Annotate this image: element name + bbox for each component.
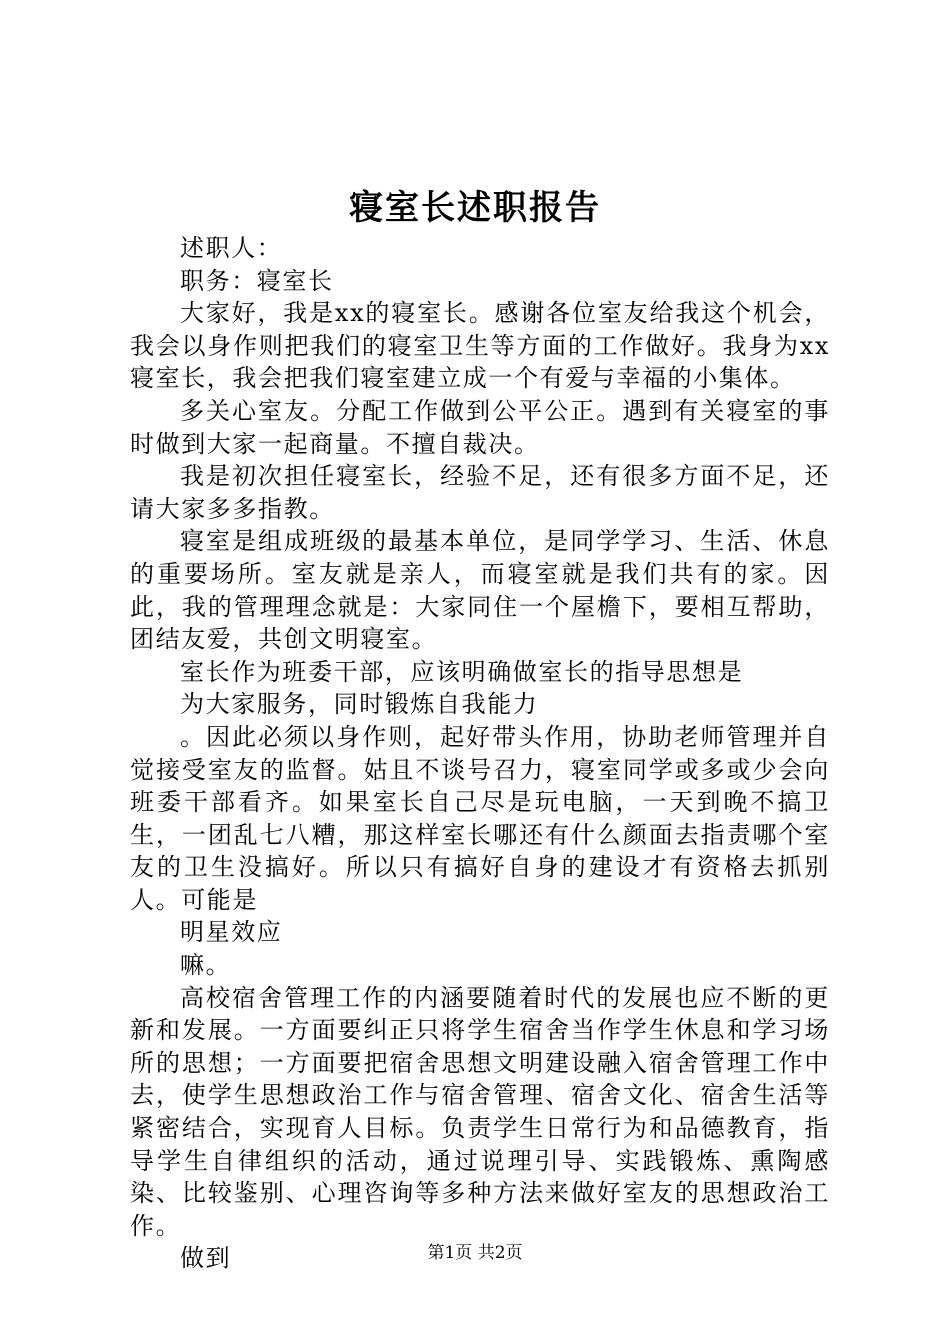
paragraph-particle: 嘛。	[180, 951, 232, 980]
document-title: 寝室长述职报告	[349, 188, 601, 228]
paragraph-management: 高校宿舍管理工作的内涵要随着时代的发展也应不断的更新和发展。一方面要纠正只将学生宿舍当作学生休息和学习场所的思想；一方面要把宿舍思想文明建设融入宿舍管理工作中去，使学生思想政治工作与宿舍管理、宿舍文化、宿舍生活等紧密结合，实现育人目标。负责学生日常行为和品德教育，指导学生自律组织的活动，通过说理引导、实践锻炼、熏陶感染、比较鉴别、心理咨询等多种方法来做好室友的思想政治工作。	[130, 983, 830, 1240]
paragraph-guiding-idea: 室长作为班委干部，应该明确做室长的指导思想是	[180, 657, 744, 686]
paragraph-star-effect: 明星效应	[180, 918, 283, 947]
paragraph-author: 述职人：	[180, 234, 283, 262]
paragraph-greeting: 大家好，我是xx的寝室长。感谢各位室友给我这个机会，我会以身作则把我们的寝室卫生等方面的工作做好。我身为xx寝室长，我会把我们寝室建立成一个有爱与幸福的小集体。	[130, 299, 830, 393]
document-body	[130, 232, 830, 1275]
paragraph-first-time: 我是初次担任寝室长，经验不足，还有很多方面不足，还请大家多多指教。	[130, 462, 830, 523]
paragraph-position: 职务：寝室长	[180, 266, 334, 295]
page-footer: 第1页 共2页	[427, 1243, 523, 1263]
paragraph-care: 多关心室友。分配工作做到公平公正。遇到有关寝室的事时做到大家一起商量。不擅自裁决。	[130, 396, 830, 458]
paragraph-dorm-unit: 寝室是组成班级的最基本单位，是同学学习、生活、休息的重要场所。室友就是亲人，而寝室就是我们共有的家。因此，我的管理理念就是：大家同住一个屋檐下，要相互帮助，团结友爱，共创文明寝室。	[130, 527, 830, 654]
paragraph-lead-by-example: 。因此必须以身作则，起好带头作用，协助老师管理并自觉接受室友的监督。姑且不谈号召力，寝室同学或多或少会向班委干部看齐。如果室长自己尽是玩电脑，一天到晚不搞卫生，一团乱七八糟，那这样室长哪还有什么颜面去指责哪个室友的卫生没搞好。所以只有搞好自身的建设才有资格去抓别人。可能是	[130, 722, 830, 914]
paragraph-do: 做到	[180, 1244, 232, 1273]
paragraph-serve: 为大家服务，同时锻炼自我能力	[180, 690, 539, 719]
